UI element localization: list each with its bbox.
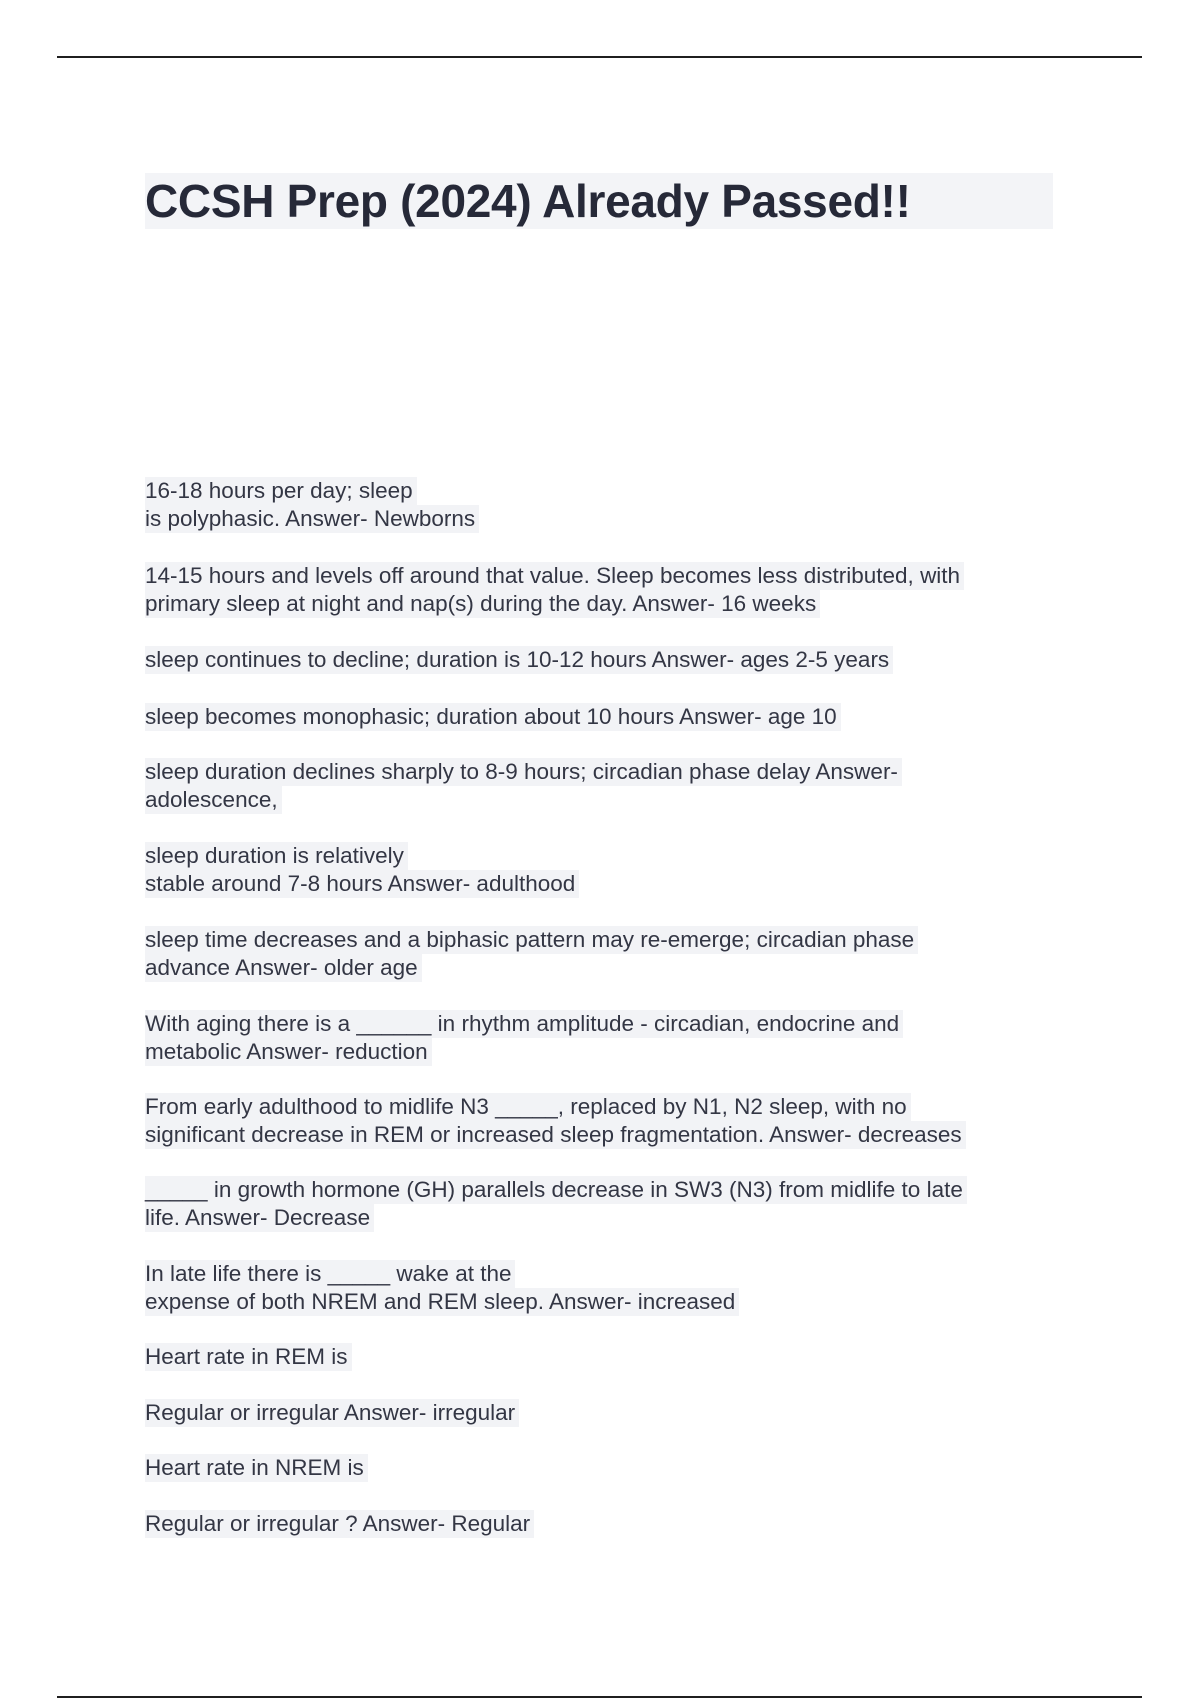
qa-item bbox=[145, 477, 1045, 533]
qa-line: In late life there is _____ wake at the bbox=[145, 1260, 515, 1288]
qa-item bbox=[145, 1510, 1045, 1538]
qa-item bbox=[145, 842, 1045, 898]
qa-line: Heart rate in NREM is bbox=[145, 1454, 368, 1482]
qa-line: is polyphasic. Answer- Newborns bbox=[145, 505, 479, 533]
qa-item bbox=[145, 562, 1045, 618]
qa-item bbox=[145, 1176, 1045, 1232]
top-rule bbox=[57, 56, 1142, 58]
qa-line: From early adulthood to midlife N3 _____, replaced by N1, N2 sleep, with no bbox=[145, 1093, 911, 1121]
qa-item bbox=[145, 1010, 1045, 1066]
qa-item bbox=[145, 926, 1045, 982]
qa-item bbox=[145, 1454, 1045, 1482]
qa-line: 16-18 hours per day; sleep bbox=[145, 477, 417, 505]
qa-line: _____ in growth hormone (GH) parallels decrease in SW3 (N3) from midlife to late bbox=[145, 1176, 967, 1204]
qa-item bbox=[145, 1399, 1045, 1427]
qa-line: significant decrease in REM or increased sleep fragmentation. Answer- decreases bbox=[145, 1121, 966, 1149]
qa-line: Regular or irregular ? Answer- Regular bbox=[145, 1510, 534, 1538]
qa-line: life. Answer- Decrease bbox=[145, 1204, 374, 1232]
qa-item bbox=[145, 1093, 1045, 1149]
qa-line: With aging there is a ______ in rhythm amplitude - circadian, endocrine and bbox=[145, 1010, 903, 1038]
qa-item bbox=[145, 703, 1045, 731]
document-title: CCSH Prep (2024) Already Passed!! bbox=[145, 173, 1053, 229]
qa-line: sleep continues to decline; duration is 10-12 hours Answer- ages 2-5 years bbox=[145, 646, 893, 674]
qa-line: adolescence, bbox=[145, 786, 282, 814]
qa-line: sleep duration is relatively bbox=[145, 842, 408, 870]
qa-line: sleep becomes monophasic; duration about 10 hours Answer- age 10 bbox=[145, 703, 841, 731]
qa-line: 14-15 hours and levels off around that value. Sleep becomes less distributed, with bbox=[145, 562, 964, 590]
bottom-rule bbox=[57, 1696, 1142, 1698]
qa-line: Regular or irregular Answer- irregular bbox=[145, 1399, 519, 1427]
qa-item bbox=[145, 1260, 1045, 1316]
qa-line: Heart rate in REM is bbox=[145, 1343, 352, 1371]
qa-item bbox=[145, 758, 1045, 814]
qa-line: sleep time decreases and a biphasic pattern may re-emerge; circadian phase bbox=[145, 926, 918, 954]
qa-item bbox=[145, 1343, 1045, 1371]
qa-line: stable around 7-8 hours Answer- adulthood bbox=[145, 870, 579, 898]
qa-line: expense of both NREM and REM sleep. Answer- increased bbox=[145, 1288, 739, 1316]
qa-line: sleep duration declines sharply to 8-9 hours; circadian phase delay Answer- bbox=[145, 758, 902, 786]
qa-line: primary sleep at night and nap(s) during the day. Answer- 16 weeks bbox=[145, 590, 820, 618]
qa-line: advance Answer- older age bbox=[145, 954, 422, 982]
qa-line: metabolic Answer- reduction bbox=[145, 1038, 432, 1066]
qa-item bbox=[145, 646, 1045, 674]
